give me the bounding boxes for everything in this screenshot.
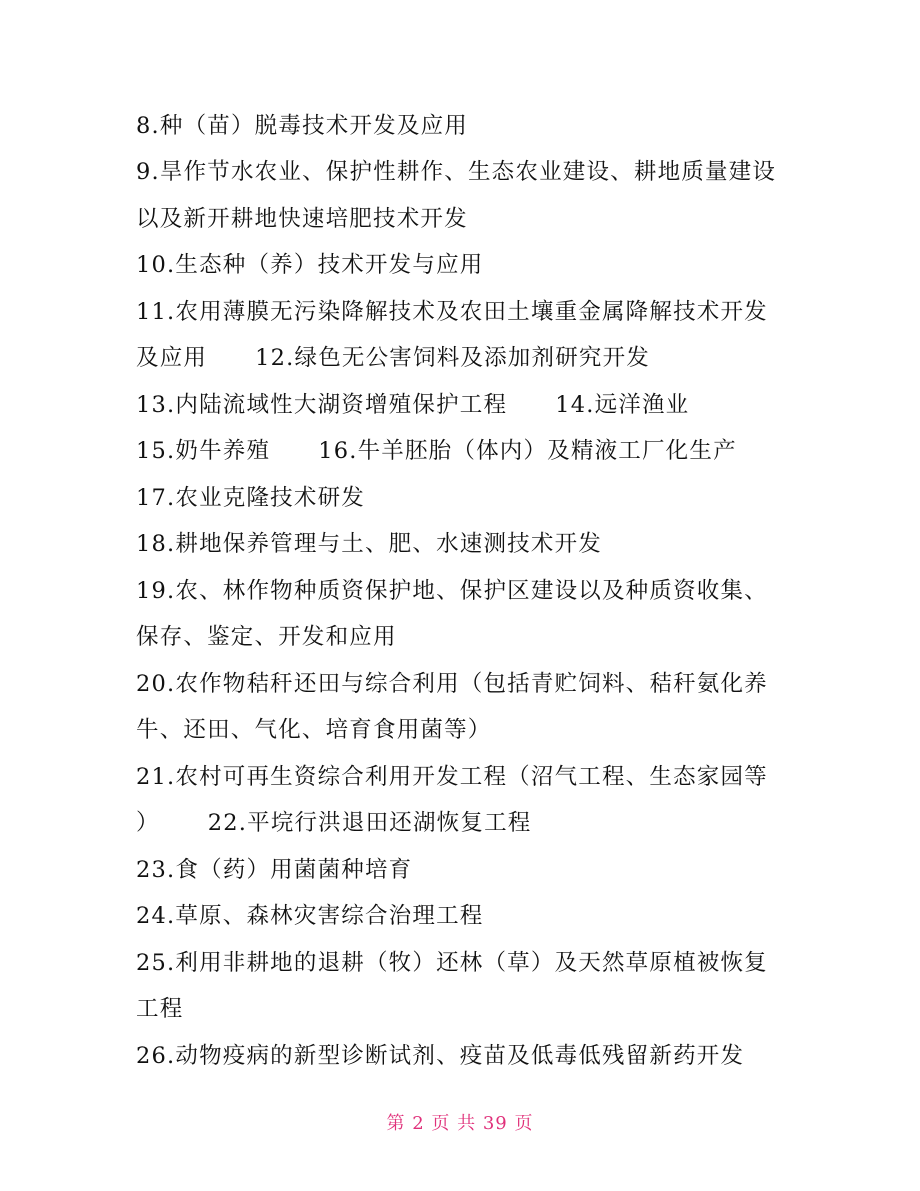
item-17: 17.农业克隆技术研发 (136, 485, 365, 511)
page-footer (0, 1112, 920, 1136)
item-9-part-2: 以及新开耕地快速培肥技术开发 (136, 206, 468, 232)
item-8: 8.种（苗）脱毒技术开发及应用 (136, 113, 468, 139)
item-16: 16.牛羊胚胎（体内）及精液工厂化生产 (318, 438, 737, 464)
item-19-part-2: 保存、鉴定、开发和应用 (136, 624, 397, 650)
text-line (136, 483, 796, 513)
item-15: 15.奶牛养殖 (136, 438, 271, 464)
item-22: 22.平垸行洪退田还湖恢复工程 (207, 810, 532, 836)
text-line (136, 855, 796, 885)
text-line (136, 343, 796, 373)
item-13: 13.内陆流域性大湖资增殖保护工程 (136, 392, 508, 418)
text-line (136, 1041, 796, 1071)
item-21-part-1: 21.农村可再生资综合利用开发工程（沼气工程、生态家园等 (136, 764, 768, 790)
item-18: 18.耕地保养管理与土、肥、水速测技术开发 (136, 531, 602, 557)
text-line (136, 576, 796, 606)
text-line (136, 948, 796, 978)
text-line (136, 390, 796, 420)
text-line (136, 994, 796, 1024)
text-line (136, 762, 796, 792)
item-11-part-1: 11.农用薄膜无污染降解技术及农田土壤重金属降解技术开发 (136, 299, 768, 325)
text-line (136, 901, 796, 931)
item-10: 10.生态种（养）技术开发与应用 (136, 252, 484, 278)
page-number: 第 2 页 共 39 页 (386, 1113, 534, 1134)
text-line (136, 808, 796, 838)
text-line (136, 436, 796, 466)
item-21-part-2: ） (136, 810, 160, 836)
item-23: 23.食（药）用菌菌种培育 (136, 857, 413, 883)
item-25-part-2: 工程 (136, 996, 184, 1022)
text-line (136, 111, 796, 141)
item-14: 14.远洋渔业 (555, 392, 690, 418)
text-line (136, 622, 796, 652)
item-19-part-1: 19.农、林作物种质资保护地、保护区建设以及种质资收集、 (136, 578, 768, 604)
item-20-part-2: 牛、还田、气化、培育食用菌等） (136, 717, 492, 743)
text-line (136, 715, 796, 745)
text-line (136, 204, 796, 234)
item-11-part-2: 及应用 (136, 345, 208, 371)
item-26: 26.动物疫病的新型诊断试剂、疫苗及低毒低残留新药开发 (136, 1043, 745, 1069)
item-25-part-1: 25.利用非耕地的退耕（牧）还林（草）及天然草原植被恢复 (136, 950, 768, 976)
text-line (136, 669, 796, 699)
item-20-part-1: 20.农作物秸秆还田与综合利用（包括青贮饲料、秸秆氨化养 (136, 671, 768, 697)
item-24: 24.草原、森林灾害综合治理工程 (136, 903, 484, 929)
item-12: 12.绿色无公害饲料及添加剂研究开发 (255, 345, 650, 371)
text-line (136, 529, 796, 559)
text-line (136, 297, 796, 327)
text-line (136, 250, 796, 280)
item-9-part-1: 9.旱作节水农业、保护性耕作、生态农业建设、耕地质量建设 (136, 159, 777, 185)
text-line (136, 157, 796, 187)
